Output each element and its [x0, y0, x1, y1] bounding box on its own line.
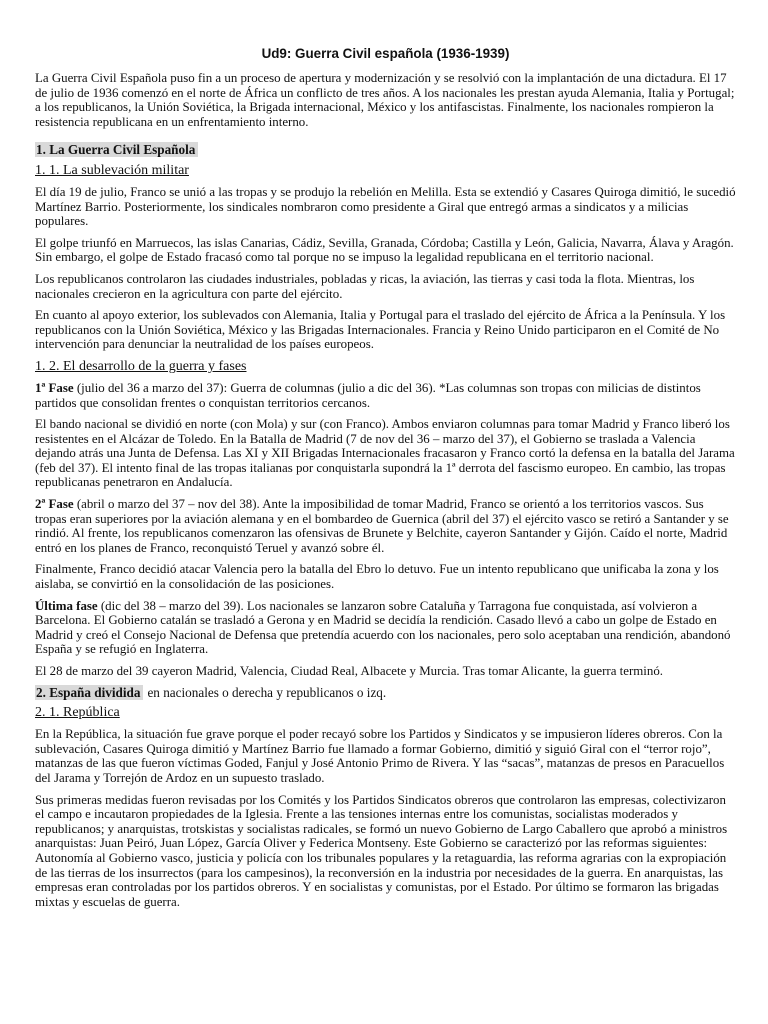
document-title: Ud9: Guerra Civil española (1936-1939)	[261, 46, 510, 61]
paragraph-phase-1	[35, 381, 736, 410]
intro-paragraph: La Guerra Civil Española puso fin a un proceso de apertura y modernización y se resolvió con la implantación de una dictadura. El 17 de julio de 1936 comenzó en el norte de África un conflicto de tres años. A los nacionales les prestan ayuda Alemania, Italia y Portugal; a los republicanos, la Unión Soviética, la Brigada internacional, México y los antifascistas. Finalmente, los nacionales rompieron la resistencia republicana en un enfrentamiento interno.	[35, 71, 735, 129]
section-2-heading	[35, 686, 736, 701]
section-2-heading-rest: en nacionales o derecha y republicanos o izq.	[147, 684, 387, 700]
paragraph-phase-2	[35, 497, 736, 555]
subsection-1-2-heading: 1. 2. El desarrollo de la guerra y fases	[35, 358, 247, 374]
paragraph-1-2-b: El bando nacional se dividió en norte (con Mola) y sur (con Franco). Ambos enviaron columnas para tomar Madrid y Franco liberó los resistentes en el Alcázar de Toledo. En la Batalla de Madrid (7 de nov del 36 – marzo del 37), el Gobierno se traslada a Valencia dejando atrás una Junta de Defensa. Las XI y XII Brigadas Internacionales fracasaron y Franco cortó la defensa en la batalla del Jarama (feb del 37). El intento final de las tropas italianas por conquistarla supondrá la 1ª derrota del fascismo europeo. En cambio, las tropas republicanas penetraron en Andalucía.	[35, 417, 735, 490]
paragraph-1-2-f: El 28 de marzo del 39 cayeron Madrid, Valencia, Ciudad Real, Albacete y Murcia. Tras tomar Alicante, la guerra terminó.	[35, 664, 663, 678]
paragraph-1-1-a: El día 19 de julio, Franco se unió a las tropas y se produjo la rebelión en Melilla. Esta se extendió y Casares Quiroga dimitió, le sucedió Martínez Barrio. Posteriormente, los sindicales nombraron como presidente a Giral que entregó armas a sindicatos y a milicias populares.	[35, 184, 736, 229]
subsection-1-1-heading: 1. 1. La sublevación militar	[35, 162, 189, 178]
phase-1-label: 1ª Fase	[35, 380, 74, 395]
paragraph-2-1-a: En la República, la situación fue grave porque el poder recayó sobre los Partidos y Sindicatos y se impusieron líderes obreros. Con la sublevación, Casares Quiroga dimitió y Martínez Barrio fue llamado a formar Gobierno, dimitió y siguió Giral con el “terror rojo”, matanzas de las que fueron víctimas Goded, Fanjul y José Antonio Primo de Rivera. Y las “sacas”, matanzas de presos en Paracuellos del Jarama y Torrejón de Ardoz en un supuesto traslado.	[35, 727, 725, 785]
paragraph-1-1-c: Los republicanos controlaron las ciudades industriales, pobladas y ricas, la aviación, las tierras y casi toda la flota. Mientras, los nacionales crecieron en la agricultura con parte del ejército.	[35, 271, 695, 301]
paragraph-1-1-b: El golpe triunfó en Marruecos, las islas Canarias, Cádiz, Sevilla, Granada, Córdoba; Castilla y León, Galicia, Navarra, Álava y Aragón. Sin embargo, el golpe de Estado fracasó como tal porque no se impuso la legalidad republicana en el territorio nacional.	[35, 235, 734, 265]
paragraph-phase-final	[35, 599, 736, 657]
subsection-2-1-heading: 2. 1. República	[35, 705, 120, 721]
phase-2-label: 2ª Fase	[35, 497, 74, 512]
section-1-heading	[35, 143, 736, 158]
paragraph-1-1-d: En cuanto al apoyo exterior, los sublevados con Alemania, Italia y Portugal para el traslado del ejército de África a la Península. Y los republicanos con la Unión Soviética, México y las Brigadas Internacionales. Francia y Reino Unido participaron en el Comité de No intervención para denunciar la neutralidad de los países europeos.	[35, 308, 726, 352]
paragraph-1-2-d: Finalmente, Franco decidió atacar Valencia pero la batalla del Ebro lo detuvo. Fue un intento republicano que unificaba la zona y los aislaba, se convirtió en la consolidación de las posiciones.	[35, 562, 719, 592]
phase-final-label: Última fase	[35, 598, 98, 613]
section-2-heading-text: 2. España dividida	[35, 685, 143, 700]
section-1-heading-text: 1. La Guerra Civil Española	[35, 142, 198, 157]
phase-final-text: (dic del 38 – marzo del 39). Los nacionales se lanzaron sobre Cataluña y Tarragona fue conquistada, así volvieron a Barcelona. El Gobierno catalán se trasladó a Gerona y en Madrid se decidía la rendición. Casado llevó a cabo un golpe de Estado en Madrid y creó el Consejo Nacional de Defensa que pretendía acuerdo con los nacionales, pero solo aceptaban una rendición, abandonó España y se refugió en Inglaterra.	[35, 598, 731, 657]
phase-2-text: (abril o marzo del 37 – nov del 38). Ante la imposibilidad de tomar Madrid, Franco se orientó a los territorios vascos. Sus tropas eran superiores por la aviación alemana y en el bombardeo de Guernica (abril del 37) el ejército vasco se retiró a Santander y se rindió. Al frente, los republicanos comenzaron las ofensivas de Brunete y Belchite, cayeron Santander y Gijón. Caído el norte, Madrid entró en los planes de Franco, reconquistó Teruel y avanzó sobre él.	[35, 497, 729, 555]
paragraph-2-1-b: Sus primeras medidas fueron revisadas por los Comités y los Partidos Sindicatos obreros que controlaron las empresas, colectivizaron el campo e incautaron propiedades de la Iglesia. Frente a las tensiones internas entre los comunistas, socialistas moderados y republicanos; y anarquistas, trotskistas y socialistas radicales, se formó un nuevo Gobierno de Largo Caballero que aprobó a ministros anarquistas: Juan Peiró, Juan López, García Oliver y Federica Montseny. Este Gobierno se caracterizó por las reformas siguientes: Autonomía al Gobierno vasco, justicia y policía con los tribunales populares y la retaguardia, las reforma agrarias con la expropiación de las tierras de los insurrectos (para los campesinos), la reconversión en la industria por necesidades de la guerra. En anarquistas, las empresas eran controladas por los partidos obreros. Y en socialistas y comunistas, por el Estado. Por último se formaron las brigadas mixtas y escuelas de guerra.	[35, 792, 728, 909]
phase-1-text: (julio del 36 a marzo del 37): Guerra de columnas (julio a dic del 36). *Las columnas son tropas con milicias de distintos partidos que consolidan frentes o conquistan territorios cercanos.	[35, 380, 701, 410]
